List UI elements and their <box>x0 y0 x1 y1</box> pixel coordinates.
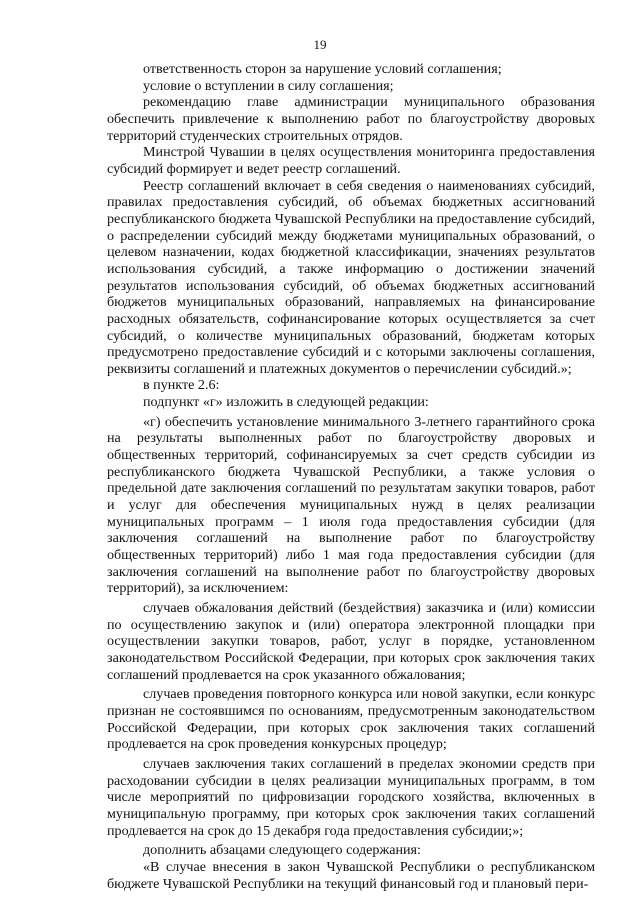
paragraph-exception-repeat-tender: случаев проведения повторного конкурса или новой закупки, если конкурс признан не состоявшимся по основаниям, предусмотренным законодательством Российской Федерации, при которых срок заключения таких соглашений продлевается на срок проведения конкурсных процедур; <box>107 686 595 753</box>
paragraph-clause-2-6: в пункте 2.6: <box>143 377 220 394</box>
paragraph-exception-appeal: случаев обжалования действий (бездействия) заказчика и (или) комиссии по осуществлению закупок и (или) оператора электронной площадки при осуществлении закупки товаров, работ, услуг в порядке, установленном законодательством Российской Федерации, при которых срок заключения таких соглашений продлевается на срок указанного обжалования; <box>107 600 595 683</box>
paragraph-registry-contents: Реестр соглашений включает в себя сведения о наименованиях субсидий, правилах предоставления субсидий, об объемах бюджетных ассигнований республиканского бюджета Чувашской Республики на предоставление субсидий, о распределении субсидий между бюджетами муниципальных образований, о целевом назначении, кодах бюджетной классификации, значениях результатов использования субсидий, а также информацию о достижении значений результатов использования субсидий, об объемах бюджетных ассигнований бюджетов муниципальных образований, направляемых на финансирование расходных обязательств, софинансирование которых осуществляется за счет субсидий, о количестве муниципальных образований, бюджетам которых предусмотрено предоставление субсидий и с которыми заключены соглашения, реквизиты соглашений и платежных документов о перечислении субсидий.»; <box>107 177 595 377</box>
paragraph-guarantee-period: «г) обеспечить установление минимального 3-летнего гарантийного срока на результаты выполненных работ по благоустройству дворовых и общественных территорий, софинансируемых за счет средств субсидии из республиканского бюджета Чувашской Республики, а также условия о предельной дате заключения соглашений по результатам закупки товаров, работ и услуг для обеспечения муниципальных нужд в целях реализации муниципальных программ – 1 июля года предоставления субсидии (для заключения соглашений на выполнение работ по благоустройству общественных территорий) либо 1 мая года предоставления субсидии (для заключения соглашений на выполнение работ по благоустройству дворовых территорий), за исключением: <box>107 413 595 597</box>
paragraph-liability: ответственность сторон за нарушение условий соглашения; <box>143 61 502 77</box>
paragraph-supplement: дополнить абзацами следующего содержания: <box>143 842 421 859</box>
paragraph-budget-amendment: «В случае внесения в закон Чувашской Республики о республиканском бюджете Чувашской Республики на текущий финансовый год и плановый пери- <box>107 858 595 892</box>
paragraph-entry-into-force: условие о вступлении в силу соглашения; <box>143 77 394 94</box>
paragraph-registry-keeping: Минстрой Чувашии в целях осуществления мониторинга предоставления субсидий формирует и ведет реестр соглашений. <box>107 144 595 177</box>
page-number: 19 <box>313 37 327 52</box>
paragraph-recommendation: рекомендацию главе администрации муниципального образования обеспечить привлечение к выполнению работ по благоустройству дворовых территорий студенческих строительных отрядов. <box>107 94 595 144</box>
document-body <box>107 61 595 892</box>
paragraph-exception-savings: случаев заключения таких соглашений в пределах экономии средств при расходовании субсидии в целях реализации муниципальных программ, в том числе мероприятий по цифровизации городского хозяйства, включенных в муниципальную программу, при которых срок заключения таких соглашений продлевается на срок до 15 декабря года предоставления субсидии;»; <box>107 755 595 839</box>
paragraph-subclause-g: подпункт «г» изложить в следующей редакции: <box>143 394 429 411</box>
